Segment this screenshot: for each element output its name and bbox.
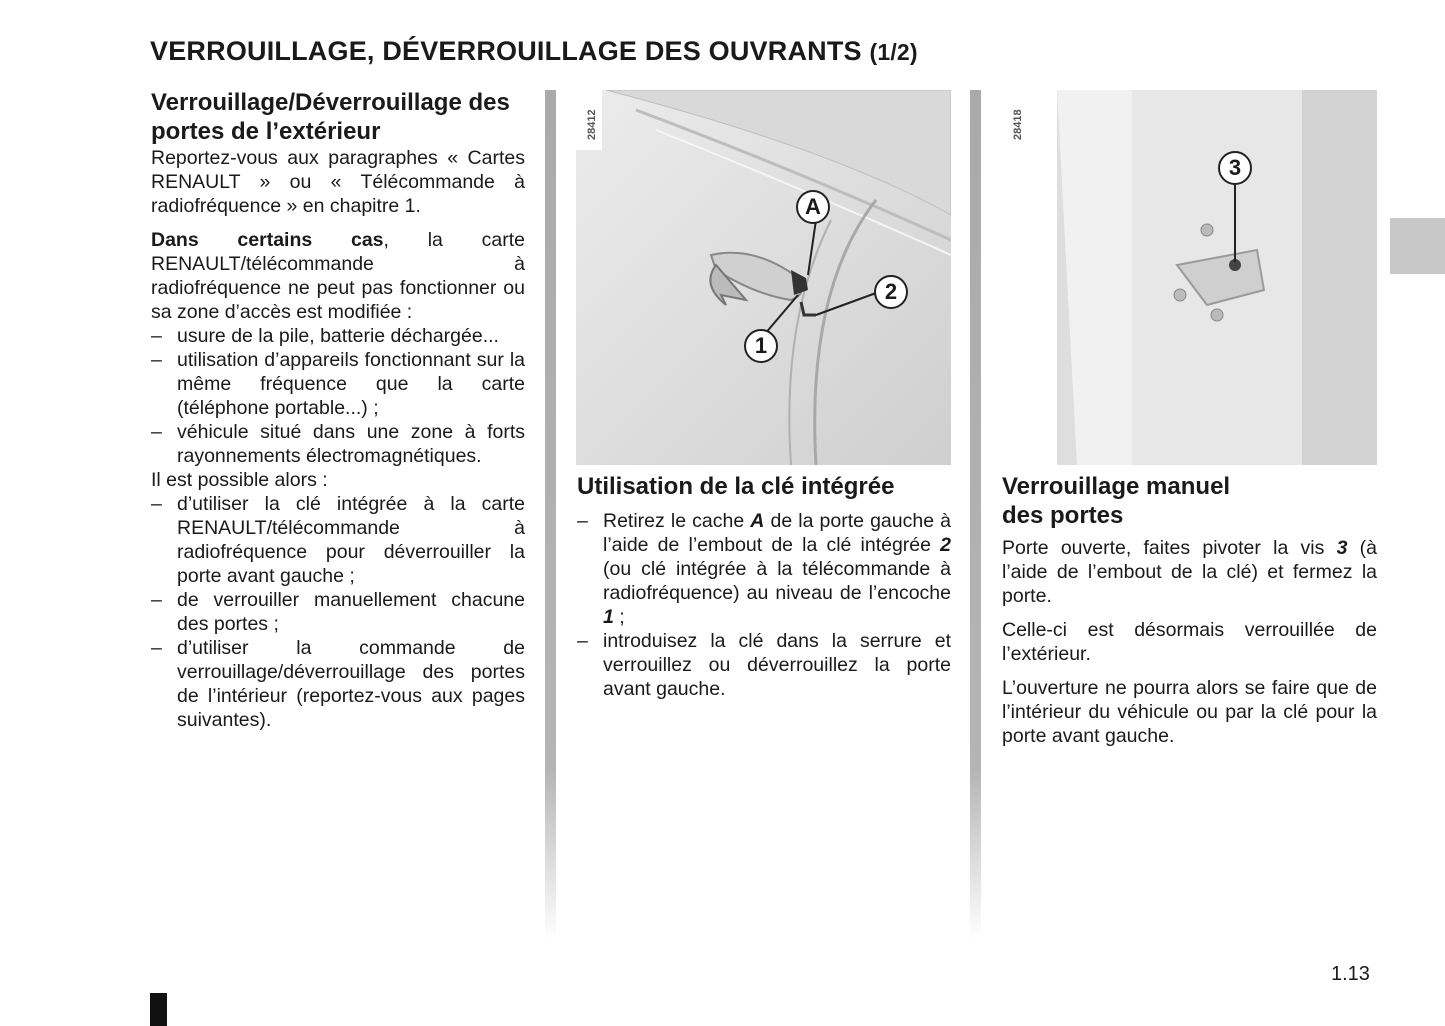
page-title-part: (1/2)	[869, 39, 918, 65]
callout-2: 2	[874, 275, 908, 309]
page-edge-marker	[150, 993, 167, 1026]
column-manual-locking	[1002, 472, 1377, 758]
column-integrated-key	[577, 472, 951, 701]
steps-list	[577, 509, 951, 701]
callout-1: 1	[744, 329, 778, 363]
list-item: – d’utiliser la clé intégrée à la carte RENAULT/télécommande à radiofréquence pour déverrouiller la porte avant gauche ;	[151, 493, 525, 587]
door-lock-illustration	[1002, 90, 1377, 465]
figure-number: 28412	[586, 109, 598, 140]
section-heading-exterior: Verrouillage/Déverrouillage des portes de l’extérieur	[151, 89, 510, 145]
possible-text: Il est possible alors :	[151, 469, 328, 491]
door-lock-drawing	[1002, 90, 1377, 465]
section-heading-integrated-key: Utilisation de la clé intégrée	[577, 473, 895, 500]
locked-paragraph: Celle-ci est désormais verrouillée de l’extérieur.	[1002, 619, 1377, 665]
figure-number: 28418	[1012, 109, 1024, 140]
list-item: – d’utiliser la commande de verrouillage/déverrouillage des portes de l’intérieur (reportez-vous aux pages suivantes).	[151, 637, 525, 731]
cases-bold: Dans certains cas	[151, 229, 384, 251]
list-item: – véhicule situé dans une zone à forts rayonnements électromagnétiques.	[151, 421, 525, 467]
column-separator	[545, 90, 556, 940]
column-separator	[970, 90, 981, 940]
opening-paragraph: L’ouverture ne pourra alors se faire que de l’intérieur du véhicule ou par la clé pour la porte avant gauche.	[1002, 677, 1377, 747]
page-title: VERROUILLAGE, DÉVERROUILLAGE DES OUVRANTS (1/2)	[150, 36, 918, 66]
door-handle-illustration	[576, 90, 951, 465]
causes-list	[151, 324, 525, 468]
chapter-tab	[1390, 218, 1445, 274]
options-list	[151, 492, 525, 732]
intro-paragraph: Reportez-vous aux paragraphes « Cartes RENAULT » ou « Télécommande à radiofréquence » en chapitre 1.	[151, 147, 525, 217]
list-item: – Retirez le cache A de la porte gauche à l’aide de l’embout de la clé intégrée 2 (ou clé intégrée à la télécommande à radiofréquence) au niveau de l’encoche 1 ;	[577, 510, 951, 628]
section-heading-manual-locking: Verrouillage manuel des portes	[1002, 473, 1231, 529]
list-item: – usure de la pile, batterie déchargée...	[151, 325, 499, 347]
list-item: – introduisez la clé dans la serrure et verrouillez ou déverrouillez la porte avant gauche.	[577, 630, 951, 700]
page-number: 1.13	[1331, 963, 1370, 985]
callout-a: A	[796, 190, 830, 224]
cases-text: , la carte RENAULT/télécommande à radiofréquence ne peut pas fonctionner ou sa zone d’accès est modifiée :	[151, 229, 525, 323]
callout-3: 3	[1218, 151, 1252, 185]
cases-paragraph	[151, 228, 525, 324]
column-exterior-locking	[151, 88, 525, 732]
list-item: – de verrouiller manuellement chacune des portes ;	[151, 589, 525, 635]
manual-locking-paragraph: Porte ouverte, faites pivoter la vis 3 (à l’aide de l’embout de la clé) et fermez la porte.	[1002, 537, 1378, 607]
list-item: – utilisation d’appareils fonctionnant sur la même fréquence que la carte (téléphone portable...) ;	[151, 349, 525, 419]
